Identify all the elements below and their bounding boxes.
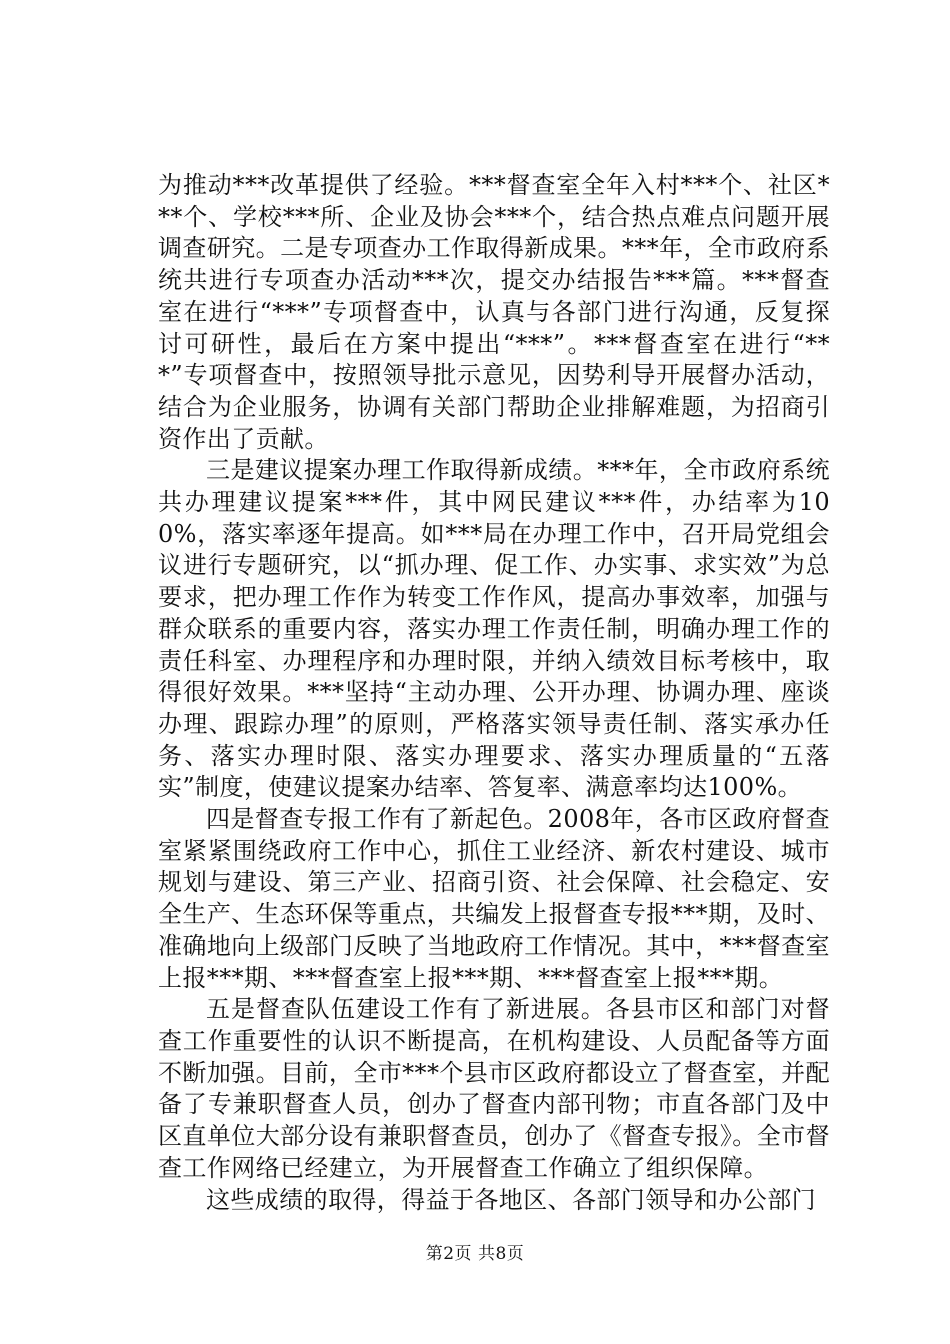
paragraph-4: 五是督查队伍建设工作有了新进展。各县市区和部门对督查工作重要性的认识不断提高，在机构建设、人员配备等方面不断加强。目前，全市***个县市区政府都设立了督查室，并配备了专兼职督查人员，创办了督查内部刊物；市直各部门及中区直单位大部分设有兼职督查员，创办了《督查专报》。全市督查工作网络已经建立，为开展督查工作确立了组织保障。 xyxy=(158,995,830,1182)
paragraph-1: 为推动***改革提供了经验。***督查室全年入村***个、社区***个、学校***所、企业及协会***个，结合热点难点问题开展调查研究。二是专项查办工作取得新成果。***年，全市政府系统共进行专项查办活动***次，提交办结报告***篇。***督查室在进行“***”专项督查中，认真与各部门进行沟通，反复探讨可研性，最后在方案中提出“***”。***督查室在进行“***”专项督查中，按照领导批示意见，因势利导开展督办活动，结合为企业服务，协调有关部门帮助企业排解难题，为招商引资作出了贡献。 xyxy=(158,171,830,453)
page-footer: 第2页 共8页 xyxy=(425,1244,525,1264)
paragraph-3: 四是督查专报工作有了新起色。2008年，各市区政府督查室紧紧围绕政府工作中心，抓住工业经济、新农村建设、城市规划与建设、第三产业、招商引资、社会保障、社会稳定、安全生产、生态环保等重点，共编发上报督查专报***期，及时、准确地向上级部门反映了当地政府工作情况。其中，***督查室上报***期、***督查室上报***期、***督查室上报***期。 xyxy=(158,805,830,992)
paragraph-2: 三是建议提案办理工作取得新成绩。***年，全市政府系统共办理建议提案***件，其中网民建议***件，办结率为100%，落实率逐年提高。如***局在办理工作中，召开局党组会议进行专题研究，以“抓办理、促工作、办实事、求实效”为总要求，把办理工作作为转变工作作风，提高办事效率，加强与群众联系的重要内容，落实办理工作责任制，明确办理工作的责任科室、办理程序和办理时限，并纳入绩效目标考核中，取得很好效果。***坚持“主动办理、公开办理、协调办理、座谈办理、跟踪办理”的原则，严格落实领导责任制、落实承办任务、落实办理时限、落实办理要求、落实办理质量的“五落实”制度，使建议提案办结率、答复率、满意率均达100%。 xyxy=(158,456,830,802)
paragraph-5: 这些成绩的取得，得益于各地区、各部门领导和办公部门 xyxy=(206,1185,816,1214)
document-body xyxy=(158,170,830,1216)
